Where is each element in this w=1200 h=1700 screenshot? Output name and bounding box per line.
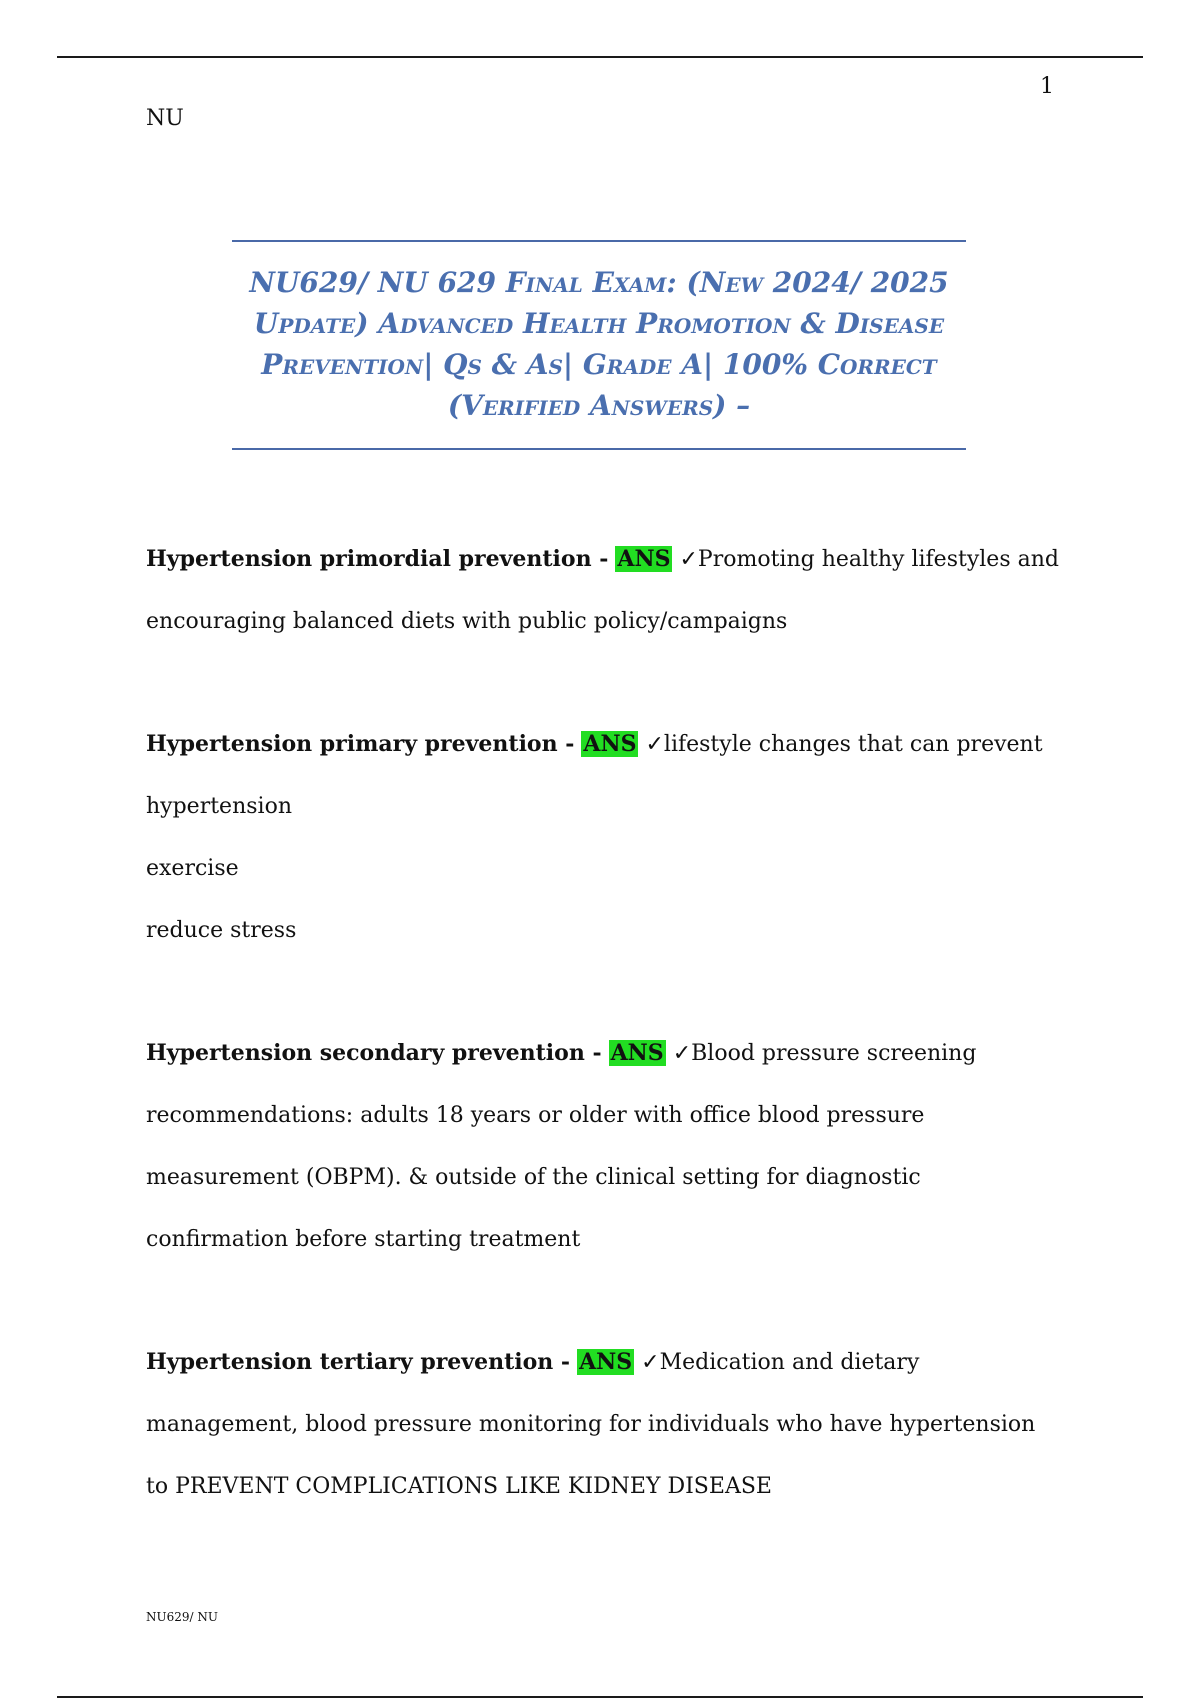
- answer-text: Blood pressure screening: [691, 1041, 977, 1066]
- ans-badge: ANS: [610, 1040, 664, 1066]
- question-term: Hypertension secondary prevention -: [146, 1040, 602, 1066]
- qa-entry-primary: [146, 713, 1066, 962]
- running-footer: NU629/ NU: [146, 1610, 218, 1624]
- qa-entry-primordial: [146, 528, 1066, 653]
- answer-text: Promoting healthy lifestyles and: [697, 547, 1059, 572]
- qa-entry-first-line: [146, 528, 1066, 591]
- page-top-rule: [57, 56, 1143, 58]
- checkmark-icon: ✓: [645, 732, 664, 757]
- answer-text: hypertension: [146, 794, 292, 819]
- answer-text: recommendations: adults 18 years or older with office blood pressure: [146, 1103, 925, 1128]
- answer-text: Medication and dietary: [659, 1350, 920, 1375]
- ans-badge: ANS: [579, 1349, 633, 1375]
- checkmark-icon: ✓: [679, 547, 698, 572]
- question-term: Hypertension primary prevention -: [146, 731, 575, 757]
- page-bottom-rule: [57, 1696, 1143, 1698]
- answer-text: confirmation before starting treatment: [146, 1227, 581, 1252]
- question-term: Hypertension primordial prevention -: [146, 546, 609, 572]
- answer-text: encouraging balanced diets with public policy/campaigns: [146, 609, 788, 634]
- page-number: 1: [1040, 74, 1054, 99]
- question-term: Hypertension tertiary prevention -: [146, 1349, 571, 1375]
- answer-text: management, blood pressure monitoring for individuals who have hypertension: [146, 1412, 1036, 1437]
- qa-entry-secondary: [146, 1022, 1066, 1271]
- running-header: NU: [146, 106, 184, 131]
- ans-badge: ANS: [583, 731, 637, 757]
- document-title: NU629/ NU 629 Final Exam: (New 2024/ 2025 Update) Advanced Health Promotion & Disease Prevention| Qs & As| Grade A| 100% Correct (Verified Answers) –: [249, 266, 949, 422]
- answer-text: exercise: [146, 856, 239, 881]
- qa-entry-first-line: [146, 1331, 1066, 1394]
- answer-text: reduce stress: [146, 918, 297, 943]
- title-block: [232, 240, 966, 450]
- ans-badge: ANS: [617, 546, 671, 572]
- checkmark-icon: ✓: [641, 1350, 660, 1375]
- qa-entry-tertiary: [146, 1331, 1066, 1518]
- qa-entry-first-line: [146, 1022, 1066, 1085]
- answer-text: lifestyle changes that can prevent: [663, 732, 1043, 757]
- qa-entry-first-line: [146, 713, 1066, 776]
- answer-text: to PREVENT COMPLICATIONS LIKE KIDNEY DISEASE: [146, 1474, 772, 1499]
- checkmark-icon: ✓: [672, 1041, 692, 1066]
- answer-text: measurement (OBPM). & outside of the clinical setting for diagnostic: [146, 1165, 921, 1190]
